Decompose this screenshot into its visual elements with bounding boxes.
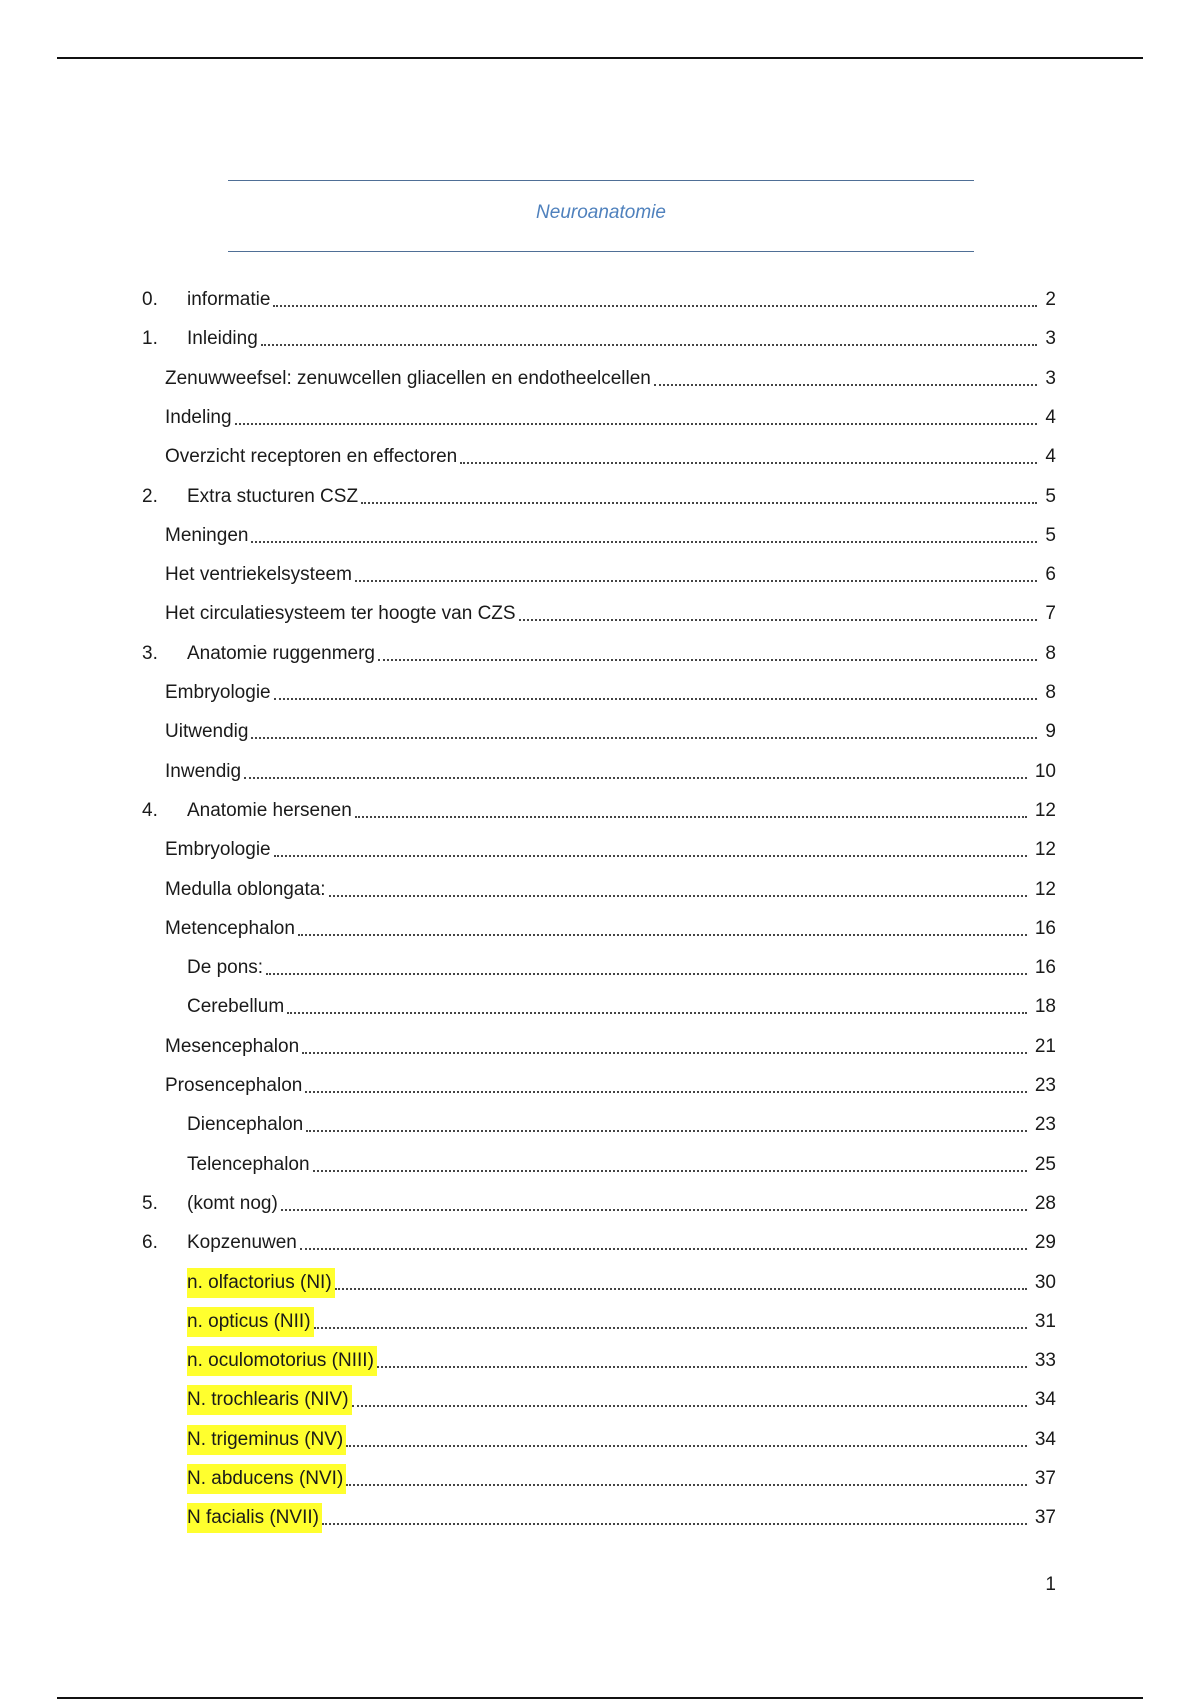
toc-entry[interactable]: [0, 914, 1200, 944]
toc-entry-label: Indeling: [165, 407, 232, 428]
toc-entry-page: 2: [1045, 289, 1056, 310]
toc-entry-label: n. olfactorius (NI): [187, 1268, 335, 1298]
toc-entry-label: N. trigeminus (NV): [187, 1425, 346, 1455]
toc-dot-leader: [244, 776, 1027, 779]
toc-entry[interactable]: [0, 875, 1200, 905]
toc-dot-leader: [298, 933, 1027, 936]
toc-entry[interactable]: [0, 717, 1200, 747]
toc-entry-row: [187, 639, 1056, 669]
toc-entry-number: 3.: [142, 643, 158, 664]
toc-dot-leader: [274, 697, 1038, 700]
toc-entry-row: [187, 1268, 1056, 1298]
toc-dot-leader: [302, 1051, 1027, 1054]
toc-dot-leader: [335, 1287, 1027, 1290]
toc-dot-leader: [346, 1444, 1027, 1447]
toc-entry-row: [187, 1150, 1056, 1180]
toc-dot-leader: [251, 540, 1037, 543]
toc-entry-number: 2.: [142, 486, 158, 507]
toc-entry-page: 34: [1034, 1429, 1056, 1450]
toc-entry-label: Telencephalon: [187, 1154, 310, 1175]
toc-entry[interactable]: [0, 599, 1200, 629]
document-title: Neuroanatomie: [536, 202, 666, 223]
toc-entry[interactable]: [0, 285, 1200, 315]
toc-entry-number: 4.: [142, 800, 158, 821]
toc-entry-number: 1.: [142, 328, 158, 349]
toc-entry-row: [165, 717, 1056, 747]
toc-dot-leader: [329, 894, 1027, 897]
toc-dot-leader: [313, 1169, 1027, 1172]
toc-dot-leader: [235, 422, 1038, 425]
toc-dot-leader: [314, 1326, 1027, 1329]
toc-entry-label: Embryologie: [165, 839, 271, 860]
toc-entry-label: Medulla oblongata:: [165, 879, 326, 900]
toc-entry-label: Anatomie ruggenmerg: [187, 643, 375, 664]
toc-entry-page: 12: [1034, 839, 1056, 860]
toc-entry[interactable]: [0, 953, 1200, 983]
toc-dot-leader: [300, 1247, 1027, 1250]
toc-entry-label: Mesencephalon: [165, 1036, 300, 1057]
toc-dot-leader: [261, 343, 1038, 346]
toc-entry[interactable]: [0, 1071, 1200, 1101]
toc-entry-label: Zenuwweefsel: zenuwcellen gliacellen en endotheelcellen: [165, 368, 651, 389]
toc-entry[interactable]: [0, 324, 1200, 354]
toc-entry-page: 33: [1034, 1350, 1056, 1371]
toc-entry-row: [187, 1228, 1056, 1258]
toc-entry-row: [165, 364, 1056, 394]
toc-dot-leader: [287, 1011, 1027, 1014]
toc-entry-label: Het ventriekelsysteem: [165, 564, 352, 585]
toc-entry-label: De pons:: [187, 957, 264, 978]
toc-entry-page: 6: [1045, 564, 1056, 585]
toc-dot-leader: [281, 1208, 1027, 1211]
toc-entry[interactable]: [0, 1110, 1200, 1140]
toc-dot-leader: [377, 1365, 1027, 1368]
toc-entry-label: (komt nog): [187, 1193, 278, 1214]
toc-entry-page: 30: [1034, 1272, 1056, 1293]
toc-entry[interactable]: [0, 1307, 1200, 1337]
toc-entry-row: [187, 1503, 1056, 1533]
toc-entry-page: 12: [1034, 879, 1056, 900]
toc-entry-page: 25: [1034, 1154, 1056, 1175]
toc-entry-label: Metencephalon: [165, 918, 295, 939]
toc-entry-page: 8: [1045, 643, 1056, 664]
toc-entry-page: 5: [1045, 486, 1056, 507]
toc-entry-label: Inleiding: [187, 328, 258, 349]
toc-entry-label: n. opticus (NII): [187, 1307, 314, 1337]
title-top-rule: [228, 180, 974, 181]
toc-entry[interactable]: [0, 482, 1200, 512]
page-top-rule: [57, 57, 1143, 59]
toc-entry-page: 29: [1034, 1232, 1056, 1253]
toc-entry-page: 7: [1045, 603, 1056, 624]
toc-entry-row: [187, 1307, 1056, 1337]
toc-entry-page: 37: [1034, 1468, 1056, 1489]
toc-entry[interactable]: [0, 757, 1200, 787]
toc-entry-number: 5.: [142, 1193, 158, 1214]
toc-entry-page: 16: [1034, 957, 1056, 978]
toc-entry-row: [165, 678, 1056, 708]
title-block: [228, 178, 974, 253]
toc-entry-row: [187, 1189, 1056, 1219]
toc-entry-label: Inwendig: [165, 761, 242, 782]
toc-entry[interactable]: [0, 521, 1200, 551]
toc-entry-row: [165, 560, 1056, 590]
toc-entry-page: 18: [1034, 996, 1056, 1017]
toc-entry-row: [165, 403, 1056, 433]
toc-entry-page: 3: [1045, 368, 1056, 389]
toc-entry-page: 4: [1045, 407, 1056, 428]
toc-entry-row: [187, 953, 1056, 983]
toc-entry-label: Cerebellum: [187, 996, 285, 1017]
toc-dot-leader: [273, 304, 1037, 307]
toc-entry-row: [165, 599, 1056, 629]
toc-dot-leader: [322, 1522, 1027, 1525]
toc-dot-leader: [251, 736, 1037, 739]
toc-entry[interactable]: [0, 560, 1200, 590]
toc-dot-leader: [460, 461, 1037, 464]
toc-entry-page: 34: [1034, 1389, 1056, 1410]
toc-entry-page: 12: [1034, 800, 1056, 821]
toc-entry-label: Extra stucturen CSZ: [187, 486, 359, 507]
toc-entry[interactable]: [0, 1189, 1200, 1219]
toc-entry[interactable]: [0, 1032, 1200, 1062]
toc-entry[interactable]: [0, 1268, 1200, 1298]
page-number: 1: [1045, 1574, 1056, 1595]
toc-entry-row: [187, 324, 1056, 354]
toc-entry-label: Kopzenuwen: [187, 1232, 297, 1253]
toc-entry[interactable]: [0, 835, 1200, 865]
toc-entry-label: Overzicht receptoren en effectoren: [165, 446, 458, 467]
toc-entry-page: 31: [1034, 1311, 1056, 1332]
toc-entry-row: [187, 482, 1056, 512]
toc-entry-row: [165, 835, 1056, 865]
toc-entry-label: N facialis (NVII): [187, 1503, 322, 1533]
toc-entry-number: 0.: [142, 289, 158, 310]
toc-dot-leader: [378, 658, 1037, 661]
toc-entry-page: 10: [1034, 761, 1056, 782]
toc-entry-row: [165, 757, 1056, 787]
toc-entry-row: [165, 1071, 1056, 1101]
toc-entry-row: [165, 521, 1056, 551]
toc-dot-leader: [266, 972, 1027, 975]
toc-entry-page: 23: [1034, 1114, 1056, 1135]
toc-entry-page: 4: [1045, 446, 1056, 467]
toc-entry-row: [187, 1425, 1056, 1455]
toc-entry-label: Anatomie hersenen: [187, 800, 352, 821]
toc-entry-label: N. abducens (NVI): [187, 1464, 346, 1494]
toc-entry-page: 37: [1034, 1507, 1056, 1528]
toc-entry[interactable]: [0, 1425, 1200, 1455]
toc-entry-row: [187, 1464, 1056, 1494]
toc-entry-row: [187, 1346, 1056, 1376]
toc-dot-leader: [361, 501, 1037, 504]
toc-entry-label: Uitwendig: [165, 721, 249, 742]
toc-entry-row: [165, 1032, 1056, 1062]
toc-dot-leader: [355, 815, 1027, 818]
toc-dot-leader: [355, 579, 1038, 582]
toc-entry-label: Embryologie: [165, 682, 271, 703]
toc-entry-page: 21: [1034, 1036, 1056, 1057]
toc-dot-leader: [519, 618, 1038, 621]
toc-entry-page: 5: [1045, 525, 1056, 546]
toc-entry-row: [187, 992, 1056, 1022]
toc-entry[interactable]: [0, 403, 1200, 433]
toc-entry-row: [187, 1385, 1056, 1415]
toc-entry[interactable]: [0, 992, 1200, 1022]
toc-entry[interactable]: [0, 1503, 1200, 1533]
toc-entry[interactable]: [0, 1228, 1200, 1258]
toc-dot-leader: [306, 1129, 1027, 1132]
toc-dot-leader: [346, 1483, 1027, 1486]
toc-entry-page: 28: [1034, 1193, 1056, 1214]
toc-entry-number: 6.: [142, 1232, 158, 1253]
toc-entry[interactable]: [0, 1150, 1200, 1180]
title-bottom-rule: [228, 251, 974, 252]
toc-entry[interactable]: [0, 796, 1200, 826]
toc-entry-row: [165, 875, 1056, 905]
toc-entry[interactable]: [0, 639, 1200, 669]
page-bottom-rule: [57, 1697, 1143, 1699]
toc-entry[interactable]: [0, 678, 1200, 708]
toc-entry-page: 3: [1045, 328, 1056, 349]
toc-entry[interactable]: [0, 442, 1200, 472]
toc-entry-row: [165, 914, 1056, 944]
toc-entry[interactable]: [0, 364, 1200, 394]
toc-entry-page: 23: [1034, 1075, 1056, 1096]
toc-entry-label: Prosencephalon: [165, 1075, 303, 1096]
toc-entry-row: [187, 796, 1056, 826]
toc-dot-leader: [654, 383, 1038, 386]
toc-dot-leader: [274, 854, 1027, 857]
toc-entry-row: [187, 1110, 1056, 1140]
toc-entry-label: Het circulatiesysteem ter hoogte van CZS: [165, 603, 516, 624]
toc-entry-label: Diencephalon: [187, 1114, 304, 1135]
toc-dot-leader: [352, 1404, 1027, 1407]
toc-entry-label: n. oculomotorius (NIII): [187, 1346, 377, 1376]
toc-entry-page: 16: [1034, 918, 1056, 939]
toc-entry[interactable]: [0, 1385, 1200, 1415]
toc-entry[interactable]: [0, 1346, 1200, 1376]
toc-entry-row: [165, 442, 1056, 472]
toc-entry-label: N. trochlearis (NIV): [187, 1385, 352, 1415]
toc-entry[interactable]: [0, 1464, 1200, 1494]
toc-entry-label: informatie: [187, 289, 271, 310]
toc-entry-page: 9: [1045, 721, 1056, 742]
toc-entry-page: 8: [1045, 682, 1056, 703]
toc-entry-row: [187, 285, 1056, 315]
toc-dot-leader: [305, 1090, 1027, 1093]
toc-entry-label: Meningen: [165, 525, 249, 546]
